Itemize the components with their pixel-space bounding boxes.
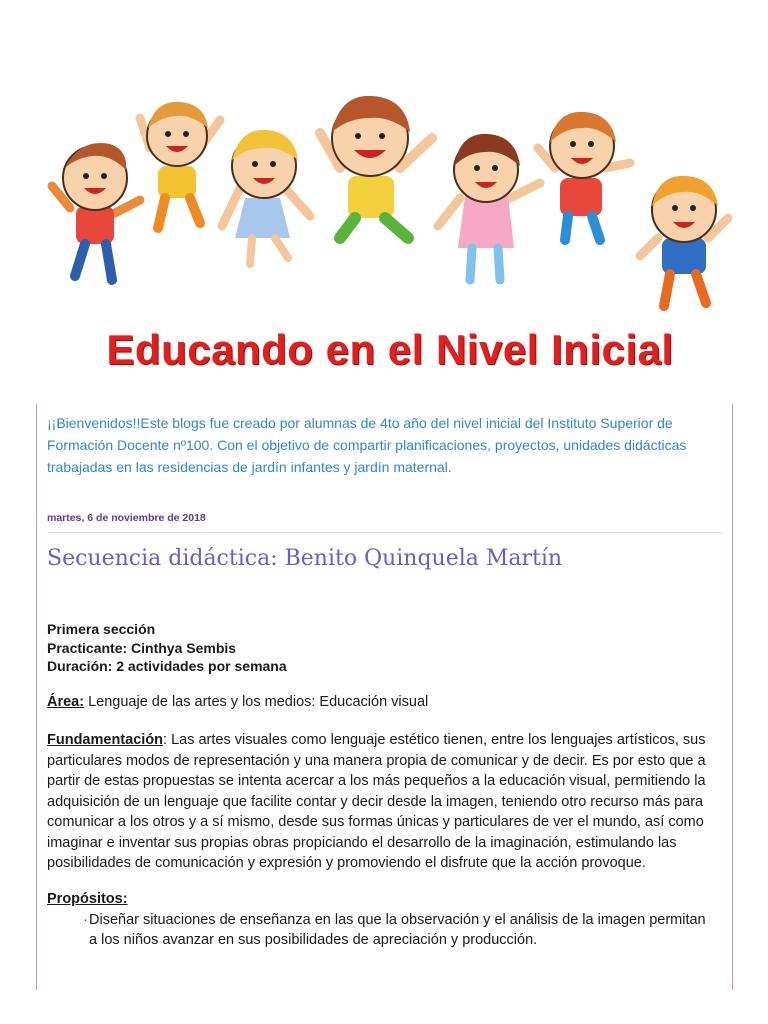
post-meta [47, 620, 287, 676]
area-text: Lenguaje de las artes y los medios: Educación visual [84, 694, 429, 710]
fundamentacion-paragraph [47, 730, 727, 874]
child-figure [140, 102, 220, 228]
blog-header-banner[interactable] [40, 88, 740, 388]
child-figure [640, 176, 728, 306]
blog-description: ¡¡Bienvenidos!!Este blogs fue creado por alumnas de 4to año del nivel inicial del Instituto Superior de Formación Docente nº100. Con el objetivo de compartir planificaciones, proyectos, unidades didácticas trabajadas en las residencias de jardín infantes y jardín maternal. [47, 415, 687, 475]
list-item [83, 910, 709, 950]
date-divider [47, 532, 723, 533]
post-date-header: martes, 6 de noviembre de 2018 [47, 512, 206, 524]
blog-main-column [36, 404, 733, 990]
area-label: Área: [47, 694, 85, 710]
propositos-label: Propósitos: [47, 891, 128, 907]
child-figure [222, 130, 310, 264]
fundamentacion-label: Fundamentación [47, 732, 164, 748]
child-figure [320, 96, 432, 238]
meta-section: Primera sección [47, 621, 156, 637]
child-figure [52, 143, 140, 280]
purpose-text: Diseñar situaciones de enseñanza en las que la observación y el análisis de la imagen permitan a los niños avanzar en sus posibilidades de apreciación y producción. [89, 912, 706, 948]
blog-title[interactable]: Educando en el Nivel Inicial [106, 326, 674, 373]
child-figure [438, 134, 540, 280]
meta-duration: Duración: 2 actividades por semana [47, 658, 287, 674]
fundamentacion-text: : Las artes visuales como lenguaje estético tienen, entre los lenguajes artísticos, sus particulares modos de representación y una manera propia de comunicar y de decir. Es por esto que a partir de estas propuestas se intenta acercar a los más pequeños a la educación visual, permitiendo la adquisición de un lenguaje que facilite contar y decir desde la imagen, teniendo otro recurso más para comunicar a los otros y a sí mismo, desde sus formas únicas y particulares de ver el mundo, así como imaginar e inventar sus propias obras propiciando el desarrollo de la imaginación, estimulando las posibilidades de comunicación y expresión y promoviendo el disfrute que la acción provoque. [47, 732, 706, 871]
meta-practicante: Practicante: Cinthya Sembis [47, 639, 237, 656]
post-title[interactable]: Secuencia didáctica: Benito Quinquela Martín [47, 546, 563, 571]
area-paragraph [47, 692, 727, 713]
bullet-mark: · [83, 912, 88, 928]
child-figure [538, 112, 630, 240]
jumping-children-illustration [40, 88, 740, 318]
propositos-heading [47, 889, 727, 910]
